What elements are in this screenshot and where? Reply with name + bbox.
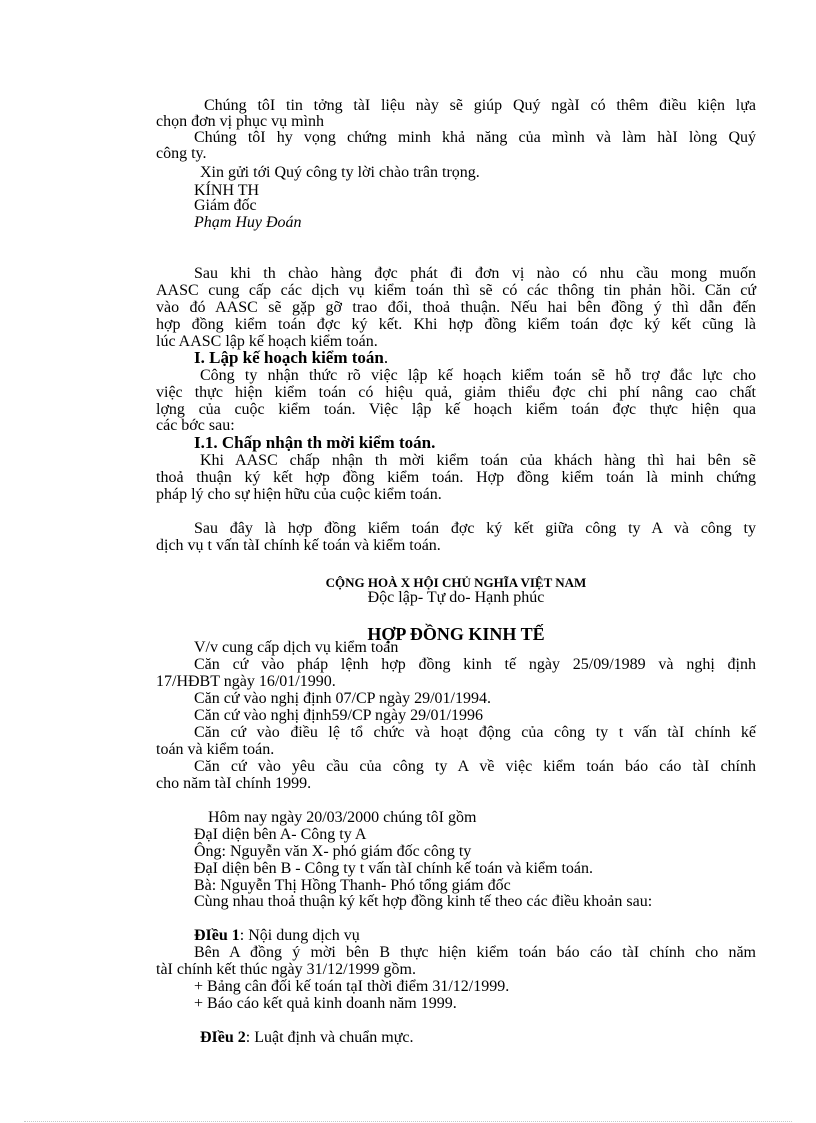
section-heading xyxy=(194,350,756,366)
signer-title: Giám đốc xyxy=(194,197,257,214)
basis-line: Căn cứ vào pháp lệnh hợp đồng kinh tế ngày 25/09/1989 và nghị định xyxy=(194,656,756,673)
intro-line: Sau khi th chào hàng đợc phát đi đơn vị nào có nhu cầu mong muốn xyxy=(194,265,756,282)
nation-title: CỘNG HOÀ X HỘI CHỦ NGHĨA VIỆT NAM xyxy=(325,575,587,590)
section-line: Công ty nhận thức rõ việc lập kế hoạch kiểm toán sẽ hỗ trợ đắc lực cho xyxy=(200,367,756,384)
subsection-line: Sau đây là hợp đồng kiểm toán đợc ký kết giữa công ty A và công ty xyxy=(194,520,756,537)
signer-name: Phạm Huy Đoán xyxy=(194,214,302,231)
basis-line: Căn cứ vào yêu cầu của công ty A về việc kiểm toán báo cáo tàI chính xyxy=(194,758,756,775)
letter-closing: KÍNH TH xyxy=(194,182,260,199)
article-1-label: ĐIều 1 xyxy=(194,927,240,944)
party-line: Ông: Nguyễn văn X- phó giám đốc công ty xyxy=(194,843,472,860)
page-bottom-rule xyxy=(24,1121,792,1122)
article-line: + Bảng cân đối kế toán tạI thời điểm 31/12/1999. xyxy=(194,978,510,995)
letter-line: công ty. xyxy=(156,145,207,162)
section-heading-suffix: . xyxy=(383,348,389,367)
intro-line: lúc AASC lập kế hoạch kiểm toán. xyxy=(156,333,378,350)
basis-line: 17/HĐBT ngày 16/01/1990. xyxy=(156,673,336,690)
letter-line: chọn đơn vị phục vụ mình xyxy=(156,113,324,130)
party-line: Cùng nhau thoả thuận ký kết hợp đồng kinh tế theo các điều khoản sau: xyxy=(194,893,653,910)
basis-line: Căn cứ vào nghị định 07/CP ngày 29/01/1994. xyxy=(194,690,491,707)
article-line: tàI chính kết thúc ngày 31/12/1999 gồm. xyxy=(156,961,416,978)
intro-line: vào đó AASC sẽ gặp gỡ trao đổi, thoả thuận. Nếu hai bên đồng ý thì dẫn đến xyxy=(156,299,756,316)
letter-line: Chúng tôI hy vọng chứng minh khả năng của mình và làm hàI lòng Quý xyxy=(194,129,756,146)
party-line: Hôm nay ngày 20/03/2000 chúng tôI gồm xyxy=(208,809,477,826)
article-2-heading xyxy=(200,1030,756,1046)
party-line: ĐạI diện bên A- Công ty A xyxy=(194,826,367,843)
party-line: ĐạI diện bên B - Công ty t vấn tàI chính kế toán và kiểm toán. xyxy=(194,860,594,877)
letter-line: Chúng tôI tin tởng tàI liệu này sẽ giúp Quý ngàI có thêm điều kiện lựa xyxy=(204,97,756,114)
basis-line: Căn cứ vào điều lệ tổ chức và hoạt động của công ty t vấn tàI chính kế xyxy=(194,724,756,741)
article-2-label: ĐIều 2 xyxy=(200,1029,246,1046)
article-2-title: : Luật định và chuẩn mực. xyxy=(245,1029,414,1046)
section-heading-text: I. Lập kế hoạch kiểm toán xyxy=(194,348,384,367)
intro-line: hợp đồng kiểm toán đợc ký kết. Khi hợp đồng kiểm toán đợc ký kết cũng là xyxy=(156,316,756,333)
subsection-line: pháp lý cho sự hiện hữu của cuộc kiểm toán. xyxy=(156,486,442,503)
subsection-line: dịch vụ t vấn tàI chính kế toán và kiểm toán. xyxy=(156,537,441,554)
section-line: việc thực hiện kiểm toán có hiệu quả, giảm thiểu đợc chi phí nâng cao chất xyxy=(156,384,756,401)
article-1-title: : Nội dung dịch vụ xyxy=(239,927,360,944)
basis-line: Căn cứ vào nghị định59/CP ngày 29/01/1996 xyxy=(194,707,483,724)
section-line: lợng của cuộc kiểm toán. Việc lập kế hoạch kiểm toán đợc thực hiện qua xyxy=(156,401,756,418)
subsection-heading: I.1. Chấp nhận th mời kiểm toán. xyxy=(194,433,436,452)
section-line: các bớc sau: xyxy=(156,417,235,434)
basis-line: cho năm tàI chính 1999. xyxy=(156,775,312,792)
nation-motto: Độc lập- Tự do- Hạnh phúc xyxy=(367,589,545,606)
article-line: Bên A đồng ý mời bên B thực hiện kiểm toán báo cáo tàI chính cho năm xyxy=(194,944,756,961)
contract-title: HỢP ĐỒNG KINH TẾ xyxy=(367,624,545,644)
article-1-heading xyxy=(194,928,756,944)
subsection-line: thoả thuận ký kết hợp đồng kiểm toán. Hợp đồng kiểm toán là minh chứng xyxy=(156,469,756,486)
letter-line: Xin gửi tới Quý công ty lời chào trân trọng. xyxy=(200,164,480,181)
article-line: + Báo cáo kết quả kinh doanh năm 1999. xyxy=(194,995,457,1012)
subsection-line: Khi AASC chấp nhận th mời kiểm toán của khách hàng thì hai bên sẽ xyxy=(200,452,756,469)
contract-subject: V/v cung cấp dịch vụ kiểm toán xyxy=(194,639,399,656)
party-line: Bà: Nguyễn Thị Hồng Thanh- Phó tổng giám đốc xyxy=(194,877,511,894)
basis-line: toán và kiểm toán. xyxy=(156,741,275,758)
intro-line: AASC cung cấp các dịch vụ kiểm toán thì sẽ có các thông tin phản hồi. Căn cứ xyxy=(156,282,756,299)
